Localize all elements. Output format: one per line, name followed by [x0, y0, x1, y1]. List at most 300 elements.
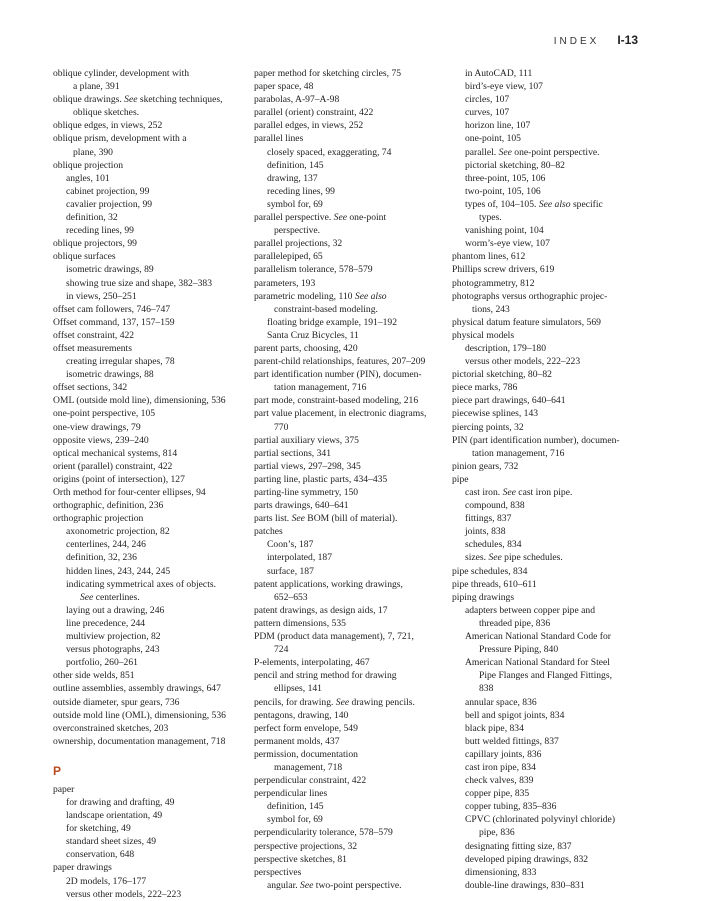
index-entry: [53, 237, 253, 250]
index-subentry: [254, 329, 454, 342]
entry-text: outside diameter, spur gears, 736: [53, 696, 180, 708]
entry-text: piercing points, 32: [452, 421, 524, 433]
index-entry: [53, 473, 253, 486]
entry-text: versus photographs, 243: [66, 644, 160, 656]
index-subentry: [452, 538, 667, 551]
entry-text: parent parts, choosing, 420: [254, 342, 358, 354]
entry-text: portfolio, 260–261: [66, 657, 138, 669]
index-entry: [452, 316, 667, 329]
index-entry: [254, 460, 454, 473]
entry-text: cavalier projection, 99: [66, 198, 153, 210]
index-entry-continuation: [254, 381, 454, 394]
entry-text: standard sheet sizes, 49: [66, 836, 157, 848]
entry-text: one-point perspective.: [511, 146, 600, 158]
index-subentry: [53, 538, 253, 551]
index-entry: [254, 67, 454, 80]
entry-text: pipe schedules.: [501, 552, 563, 564]
index-entry: [254, 237, 454, 250]
entry-text: piece part drawings, 640–641: [452, 395, 566, 407]
index-entry-continuation: [254, 591, 454, 604]
index-subentry: [452, 198, 667, 211]
index-subentry: [53, 875, 253, 888]
entry-text: parallelepiped, 65: [254, 251, 323, 263]
index-subentry: [53, 185, 253, 198]
entry-text: parabolas, A-97–A-98: [254, 94, 340, 106]
entry-text: 838: [479, 683, 494, 695]
entry-text: closely spaced, exaggerating, 74: [267, 146, 392, 158]
entry-text: optical mechanical systems, 814: [53, 447, 178, 459]
index-subentry: [53, 565, 253, 578]
index-subentry: [53, 355, 253, 368]
entry-text: pattern dimensions, 535: [254, 617, 346, 629]
index-subentry-continuation: [452, 643, 667, 656]
index-entry: [53, 709, 253, 722]
index-entry: [452, 394, 667, 407]
index-entry: [254, 355, 454, 368]
index-subentry-continuation: [452, 682, 667, 695]
entry-text: parallelism tolerance, 578–579: [254, 264, 373, 276]
entry-text: 652–653: [274, 591, 308, 603]
entry-text: CPVC (chlorinated polyvinyl chloride): [465, 814, 616, 826]
index-subentry: [452, 224, 667, 237]
entry-text: showing true size and shape, 382–383: [66, 277, 213, 289]
index-column-2: [254, 67, 454, 892]
entry-text: compound, 838: [465, 500, 525, 512]
index-subentry: [452, 67, 667, 80]
entry-text: definition, 145: [267, 801, 324, 813]
index-entry: [53, 861, 253, 874]
entry-text: sizes.: [465, 552, 489, 564]
index-entry-continuation: [53, 80, 253, 93]
entry-text: receding lines, 99: [267, 185, 335, 197]
index-subentry: [254, 538, 454, 551]
entry-text: developed piping drawings, 832: [465, 853, 589, 865]
cross-reference-label: See: [291, 513, 305, 525]
entry-text: receding lines, 99: [66, 225, 134, 237]
index-subentry: [452, 748, 667, 761]
entry-text: oblique edges, in views, 252: [53, 120, 163, 132]
entry-text: permission, documentation: [254, 748, 358, 760]
entry-text: outside mold line (OML), dimensioning, 536: [53, 709, 226, 721]
entry-text: perspective.: [274, 225, 321, 237]
index-subentry: [452, 866, 667, 879]
index-entry: [254, 735, 454, 748]
entry-text: piping drawings: [452, 591, 515, 603]
entry-text: two-point perspective.: [313, 879, 402, 891]
entry-text: oblique sketches.: [73, 107, 140, 119]
entry-text: photographs versus orthographic projec-: [452, 290, 608, 302]
entry-text: parallel projections, 32: [254, 238, 343, 250]
index-entry: [452, 591, 667, 604]
entry-text: PIN (part identification number), documen-: [452, 434, 620, 446]
entry-text: parallel.: [465, 146, 499, 158]
index-entry: [53, 67, 253, 80]
index-subentry: [452, 237, 667, 250]
entry-text: oblique prism, development with a: [53, 133, 187, 145]
index-entry: [452, 460, 667, 473]
entry-text: parametric modeling, 110: [254, 290, 355, 302]
entry-text: parent-child relationships, features, 207–209: [254, 356, 426, 368]
index-subentry: [452, 840, 667, 853]
index-entry: [254, 290, 454, 303]
index-subentry: [53, 263, 253, 276]
entry-text: parallel lines: [254, 133, 304, 145]
entry-text: perfect form envelope, 549: [254, 722, 358, 734]
index-subentry: [452, 853, 667, 866]
index-entry-continuation: [452, 303, 667, 316]
entry-text: joints, 838: [465, 526, 506, 538]
entry-text: vanishing point, 104: [465, 225, 544, 237]
index-entry: [53, 132, 253, 145]
index-entry-continuation: [452, 447, 667, 460]
index-subentry: [254, 565, 454, 578]
index-entry: [53, 381, 253, 394]
entry-text: perpendicular constraint, 422: [254, 775, 367, 787]
page-header: [554, 33, 638, 47]
entry-text: two-point, 105, 106: [465, 185, 541, 197]
index-subentry: [53, 809, 253, 822]
entry-text: symbol for, 69: [267, 814, 323, 826]
entry-text: orient (parallel) constraint, 422: [53, 460, 173, 472]
index-subentry: [254, 551, 454, 564]
entry-text: parallel edges, in views, 252: [254, 120, 364, 132]
entry-text: parameters, 193: [254, 277, 316, 289]
entry-text: pictorial sketching, 80–82: [452, 369, 552, 381]
index-subentry: [254, 316, 454, 329]
index-subentry: [452, 525, 667, 538]
entry-text: three-point, 105, 106: [465, 172, 546, 184]
index-entry: [452, 290, 667, 303]
entry-text: parallel perspective.: [254, 212, 334, 224]
entry-text: parting line, plastic parts, 434–435: [254, 473, 388, 485]
entry-text: part identification number (PIN), documen-: [254, 369, 422, 381]
index-entry: [452, 565, 667, 578]
entry-text: centerlines, 244, 246: [66, 539, 146, 551]
index-subentry: [254, 172, 454, 185]
entry-text: overconstrained sketches, 203: [53, 722, 169, 734]
index-subentry: [254, 800, 454, 813]
index-entry: [254, 342, 454, 355]
entry-text: adapters between copper pipe and: [465, 604, 595, 616]
entry-text: P-elements, interpolating, 467: [254, 657, 370, 669]
index-entry: [254, 617, 454, 630]
entry-text: cabinet projection, 99: [66, 185, 150, 197]
index-entry: [254, 512, 454, 525]
index-subentry: [53, 211, 253, 224]
entry-text: annular space, 836: [465, 696, 537, 708]
index-column-3: [452, 67, 667, 892]
index-entry: [254, 277, 454, 290]
index-subentry: [452, 800, 667, 813]
index-entry: [254, 119, 454, 132]
index-entry: [254, 93, 454, 106]
entry-text: pencils, for drawing.: [254, 696, 336, 708]
entry-text: cast iron pipe, 834: [465, 761, 536, 773]
entry-text: oblique drawings.: [53, 94, 125, 106]
index-entry: [254, 722, 454, 735]
entry-text: perpendicular lines: [254, 788, 328, 800]
index-entry-continuation: [254, 643, 454, 656]
index-entry: [53, 682, 253, 695]
entry-text: oblique surfaces: [53, 251, 116, 263]
entry-text: laying out a drawing, 246: [66, 604, 165, 616]
entry-text: offset constraint, 422: [53, 329, 135, 341]
index-subentry: [254, 146, 454, 159]
section-title: INDEX: [553, 36, 600, 47]
index-entry: [452, 368, 667, 381]
entry-text: photogrammetry, 812: [452, 277, 535, 289]
entry-text: in AutoCAD, 111: [465, 68, 533, 79]
entry-text: definition, 145: [267, 159, 324, 171]
index-subentry: [452, 499, 667, 512]
entry-text: perspectives: [254, 866, 302, 878]
index-subentry: [452, 486, 667, 499]
index-subentry: [452, 735, 667, 748]
entry-text: sketching techniques,: [137, 94, 223, 106]
cross-reference-label: See: [80, 591, 94, 603]
index-subentry: [452, 787, 667, 800]
index-entry: [254, 709, 454, 722]
entry-text: piece marks, 786: [452, 382, 518, 394]
entry-text: centerlines.: [93, 591, 140, 603]
entry-text: origins (point of intersection), 127: [53, 473, 185, 485]
index-subentry: [452, 512, 667, 525]
entry-text: angles, 101: [66, 172, 110, 184]
index-entry: [452, 578, 667, 591]
index-entry: [452, 473, 667, 486]
entry-text: permanent molds, 437: [254, 735, 340, 747]
entry-text: symbol for, 69: [267, 198, 323, 210]
entry-text: orthographic, definition, 236: [53, 500, 164, 512]
index-entry: [254, 394, 454, 407]
entry-text: PDM (product data management), 7, 721,: [254, 631, 414, 643]
entry-text: copper pipe, 835: [465, 788, 530, 800]
section-letter-heading: P: [53, 763, 62, 778]
index-entry: [53, 722, 253, 735]
entry-text: one-view drawings, 79: [53, 421, 141, 433]
entry-text: ownership, documentation management, 718: [53, 735, 226, 747]
index-subentry: [452, 185, 667, 198]
cross-reference-label: See: [488, 552, 502, 564]
entry-text: plane, 390: [73, 146, 113, 158]
index-subentry: [53, 172, 253, 185]
index-entry: [254, 250, 454, 263]
index-entry: [53, 669, 253, 682]
entry-text: check valves, 839: [465, 775, 534, 787]
index-entry: [53, 394, 253, 407]
index-entry-continuation: [254, 224, 454, 237]
index-entry: [254, 407, 454, 420]
index-subentry: [452, 132, 667, 145]
index-entry: [53, 499, 253, 512]
entry-text: parts drawings, 640–641: [254, 500, 349, 512]
entry-text: types.: [479, 212, 502, 224]
index-subentry: [254, 159, 454, 172]
entry-text: Santa Cruz Bicycles, 11: [267, 329, 359, 341]
index-subentry: [452, 722, 667, 735]
index-subentry: [53, 551, 253, 564]
index-subentry: [452, 80, 667, 93]
index-entry-continuation: [53, 106, 253, 119]
entry-text: Phillips screw drivers, 619: [452, 264, 555, 276]
index-entry: [254, 80, 454, 93]
entry-text: constraint-based modeling.: [274, 303, 378, 315]
entry-text: ellipses, 141: [274, 683, 322, 695]
cross-reference-label: See: [498, 146, 512, 158]
entry-text: Orth method for four-center ellipses, 94: [53, 487, 206, 498]
index-entry: [53, 434, 253, 447]
entry-text: versus other models, 222–223: [465, 356, 581, 368]
entry-text: definition, 32: [66, 212, 118, 224]
index-subentry: [53, 198, 253, 211]
index-subentry: [452, 106, 667, 119]
index-subentry: [53, 643, 253, 656]
index-subentry-continuation: [53, 591, 253, 604]
entry-text: Offset command, 137, 157–159: [53, 316, 175, 328]
entry-text: bird’s-eye view, 107: [465, 81, 543, 93]
entry-text: in views, 250–251: [66, 290, 137, 302]
entry-text: line precedence, 244: [66, 617, 146, 629]
entry-text: hidden lines, 243, 244, 245: [66, 565, 171, 577]
entry-text: piecewise splines, 143: [452, 408, 539, 420]
cross-reference-label: See: [335, 696, 350, 708]
cross-reference-label: See also: [538, 198, 571, 210]
entry-text: horizon line, 107: [465, 120, 531, 132]
entry-text: surface, 187: [267, 565, 314, 577]
entry-text: perpendicularity tolerance, 578–579: [254, 827, 393, 839]
index-entry: [254, 669, 454, 682]
entry-text: black pipe, 834: [465, 722, 524, 734]
entry-text: tions, 243: [472, 303, 510, 315]
index-subentry: [452, 551, 667, 564]
index-entry: [254, 106, 454, 119]
index-subentry: [452, 93, 667, 106]
index-subentry: [53, 848, 253, 861]
entry-text: drawing, 137: [267, 172, 318, 184]
index-entry: [53, 447, 253, 460]
entry-text: paper method for sketching circles, 75: [254, 68, 402, 79]
index-subentry: [452, 146, 667, 159]
index-subentry: [254, 185, 454, 198]
entry-text: Pressure Piping, 840: [479, 644, 559, 656]
index-subentry: [452, 813, 667, 826]
entry-text: offset measurements: [53, 342, 132, 354]
index-subentry: [452, 172, 667, 185]
entry-text: patent drawings, as design aids, 17: [254, 604, 388, 616]
index-subentry: [53, 578, 253, 591]
entry-text: one-point perspective, 105: [53, 408, 156, 420]
entry-text: for sketching, 49: [66, 823, 131, 835]
entry-text: part mode, constraint-based modeling, 216: [254, 395, 419, 407]
index-entry: [254, 696, 454, 709]
entry-text: cast iron.: [465, 487, 503, 498]
index-entry: [254, 368, 454, 381]
entry-text: butt welded fittings, 837: [465, 735, 559, 747]
entry-text: American National Standard Code for: [465, 631, 611, 643]
entry-text: threaded pipe, 836: [479, 617, 551, 629]
index-entry: [254, 132, 454, 145]
index-subentry: [254, 813, 454, 826]
entry-text: types of, 104–105.: [465, 198, 539, 210]
entry-text: fittings, 837: [465, 513, 512, 525]
entry-text: landscape orientation, 49: [66, 810, 163, 822]
index-subentry: [452, 709, 667, 722]
entry-text: patches: [254, 526, 283, 538]
entry-text: creating irregular shapes, 78: [66, 356, 175, 368]
index-entry: [254, 604, 454, 617]
entry-text: drawing pencils.: [349, 696, 415, 708]
index-entry: [53, 407, 253, 420]
index-subentry: [53, 290, 253, 303]
index-entry: [53, 735, 253, 748]
entry-text: parts list.: [254, 513, 292, 525]
entry-text: copper tubing, 835–836: [465, 801, 557, 813]
index-entry: [452, 329, 667, 342]
index-entry: [452, 381, 667, 394]
entry-text: other side welds, 851: [53, 670, 135, 682]
entry-text: bell and spigot joints, 834: [465, 709, 565, 721]
index-entry: [254, 853, 454, 866]
entry-text: isometric drawings, 89: [66, 264, 154, 276]
entry-text: parting-line symmetry, 150: [254, 487, 359, 498]
entry-text: specific: [570, 198, 603, 210]
index-entry: [254, 263, 454, 276]
index-entry: [452, 250, 667, 263]
index-entry: [53, 159, 253, 172]
index-subentry: [53, 604, 253, 617]
index-entry-continuation: [254, 682, 454, 695]
index-entry: [53, 303, 253, 316]
cross-reference-label: See: [502, 487, 516, 498]
entry-text: a plane, 391: [73, 81, 120, 93]
entry-text: double-line drawings, 830–831: [465, 879, 585, 891]
entry-text: dimensioning, 833: [465, 866, 537, 878]
entry-text: physical models: [452, 329, 515, 341]
index-entry-continuation: [254, 303, 454, 316]
index-entry: [254, 499, 454, 512]
index-column-1: [53, 67, 253, 901]
index-subentry-continuation: [452, 826, 667, 839]
entry-text: OML (outside mold line), dimensioning, 536: [53, 395, 226, 407]
entry-text: worm’s-eye view, 107: [465, 238, 550, 250]
entry-text: pipe: [452, 473, 469, 485]
entry-text: tation management, 716: [472, 447, 565, 459]
entry-text: paper space, 48: [254, 81, 314, 93]
entry-text: 2D models, 176–177: [66, 875, 147, 887]
entry-text: oblique projection: [53, 159, 124, 171]
entry-text: Pipe Flanges and Flanged Fittings,: [479, 670, 612, 682]
index-entry: [254, 434, 454, 447]
entry-text: versus other models, 222–223: [66, 888, 182, 900]
entry-text: pipe schedules, 834: [452, 565, 528, 577]
entry-text: pentagons, drawing, 140: [254, 709, 349, 721]
entry-text: isometric drawings, 88: [66, 369, 154, 381]
index-subentry: [53, 224, 253, 237]
index-entry: [53, 696, 253, 709]
index-subentry: [452, 342, 667, 355]
entry-text: capillary joints, 836: [465, 748, 542, 760]
index-entry: [53, 329, 253, 342]
entry-text: definition, 32, 236: [66, 552, 137, 564]
entry-text: interpolated, 187: [267, 552, 333, 564]
entry-text: indicating symmetrical axes of objects.: [66, 578, 216, 590]
index-subentry: [254, 879, 454, 892]
entry-text: pipe, 836: [479, 827, 515, 839]
index-entry: [53, 512, 253, 525]
index-subentry-continuation: [452, 669, 667, 682]
entry-text: offset sections, 342: [53, 382, 128, 394]
index-entry: [452, 407, 667, 420]
